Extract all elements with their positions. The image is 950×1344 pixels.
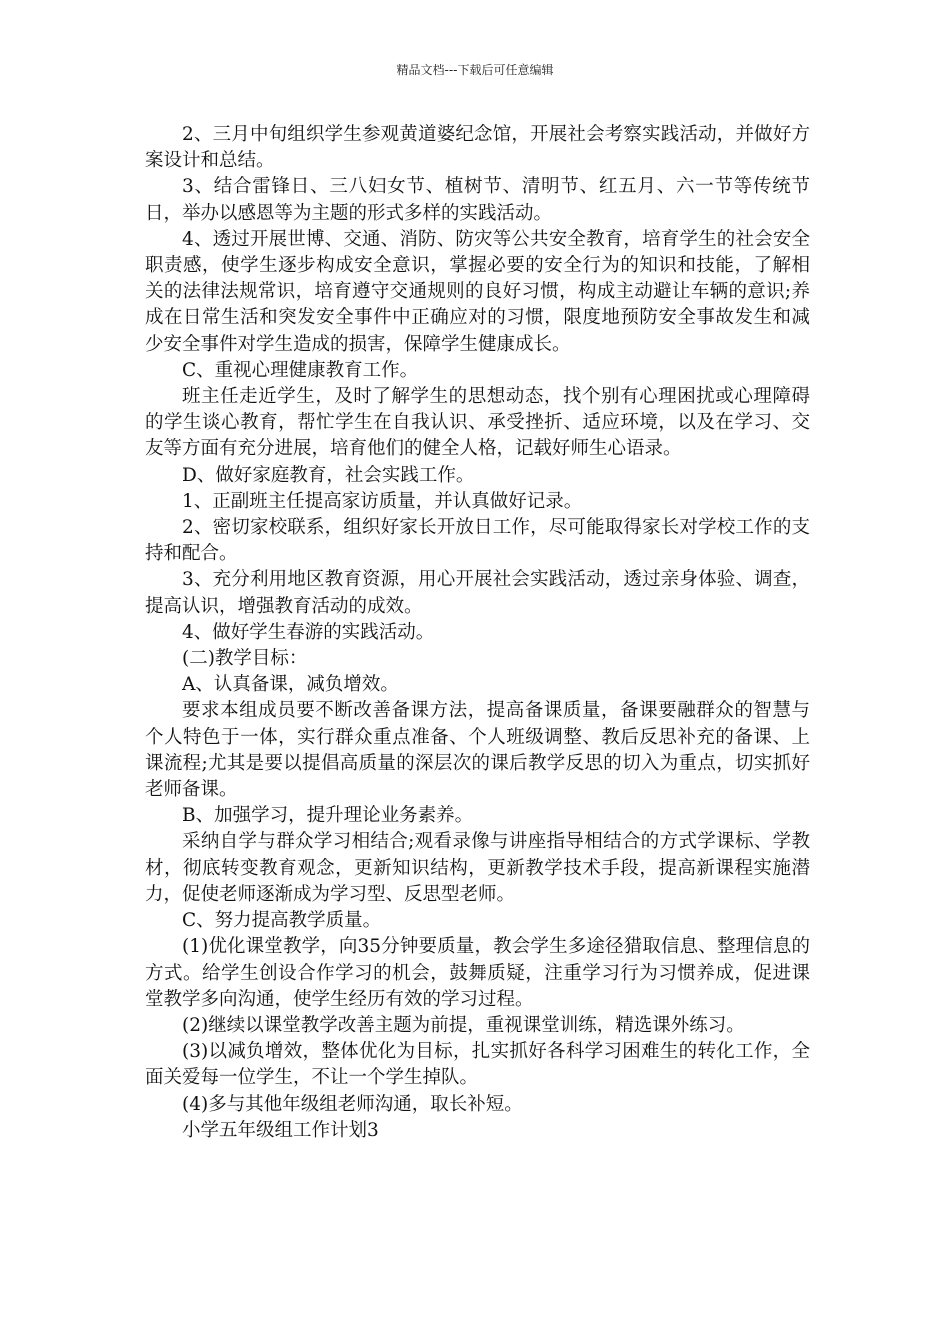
paragraph-1: 2、三月中旬组织学生参观黄道婆纪念馆，开展社会考察实践活动，并做好方案设计和总结。: [145, 124, 810, 172]
paragraph-17: (1)优化课堂教学，向35分钟要质量，教会学生多途径猎取信息、整理信息的方式。给学生创设合作学习的机会，鼓舞质疑，注重学习行为习惯养成，促进课堂教学多向沟通，使学生经历有效的学习过程。: [145, 936, 810, 1010]
section-heading-a: A、认真备课，减负增效。: [182, 674, 399, 696]
section-heading-teaching-goals: (二)教学目标：: [182, 648, 308, 670]
paragraph-20: (4)多与其他年级组老师沟通，取长补短。: [182, 1093, 523, 1115]
section-heading-b: B、加强学习，提升理论业务素养。: [182, 805, 474, 827]
paragraph-5: 班主任走近学生，及时了解学生的思想动态，找个别有心理困扰或心理障碍的学生谈心教育，帮忙学生在自我认识、承受挫折、适应环境，以及在学习、交友等方面有充分进展，培育他们的健全人格，记载好师生心语录。: [145, 386, 810, 460]
plan-title: 小学五年级组工作计划3: [182, 1119, 379, 1141]
document-body: [145, 122, 810, 1144]
paragraph-3: 4、透过开展世博、交通、消防、防灾等公共安全教育，培育学生的社会安全职责感，使学生逐步构成安全意识，掌握必要的安全行为的知识和技能，了解相关的法律法规常识，培育遵守交通规则的良好习惯，构成主动避让车辆的意识;养成在日常生活和突发安全事件中正确应对的习惯，限度地预防安全事故发生和减少安全事件对学生造成的损害，保障学生健康成长。: [145, 228, 810, 355]
section-heading-c: C、重视心理健康教育工作。: [182, 359, 419, 381]
paragraph-2: 3、结合雷锋日、三八妇女节、植树节、清明节、红五月、六一节等传统节日，举办以感恩等为主题的形式多样的实践活动。: [145, 176, 810, 224]
paragraph-13: 要求本组成员要不断改善备课方法，提高备课质量，备课要融群众的智慧与个人特色于一体，实行群众重点准备、个人班级调整、教后反思补充的备课、上课流程;尤其是要以提倡高质量的深层次的课后教学反思的切入为重点，切实抓好老师备课。: [145, 700, 810, 801]
section-heading-d: D、做好家庭教育，社会实践工作。: [182, 464, 475, 486]
paragraph-15: 采纳自学与群众学习相结合;观看录像与讲座指导相结合的方式学课标、学教材，彻底转变教育观念，更新知识结构，更新教学技术手段，提高新课程实施潜力，促使老师逐渐成为学习型、反思型老师。: [145, 831, 810, 905]
paragraph-9: 3、充分利用地区教育资源，用心开展社会实践活动，透过亲身体验、调查，提高认识，增强教育活动的成效。: [145, 569, 810, 617]
paragraph-18: (2)继续以课堂教学改善主题为前提，重视课堂训练，精选课外练习。: [182, 1014, 745, 1036]
section-heading-c2: C、努力提高教学质量。: [182, 910, 382, 932]
paragraph-19: (3)以减负增效，整体优化为目标，扎实抓好各科学习困难生的转化工作，全面关爱每一位学生，不让一个学生掉队。: [145, 1041, 810, 1089]
paragraph-7: 1、正副班主任提高家访质量，并认真做好记录。: [182, 490, 583, 512]
paragraph-10: 4、做好学生春游的实践活动。: [182, 621, 435, 643]
paragraph-8: 2、密切家校联系，组织好家长开放日工作，尽可能取得家长对学校工作的支持和配合。: [145, 517, 810, 565]
page-header: 精品文档---下载后可任意编辑: [396, 63, 554, 77]
